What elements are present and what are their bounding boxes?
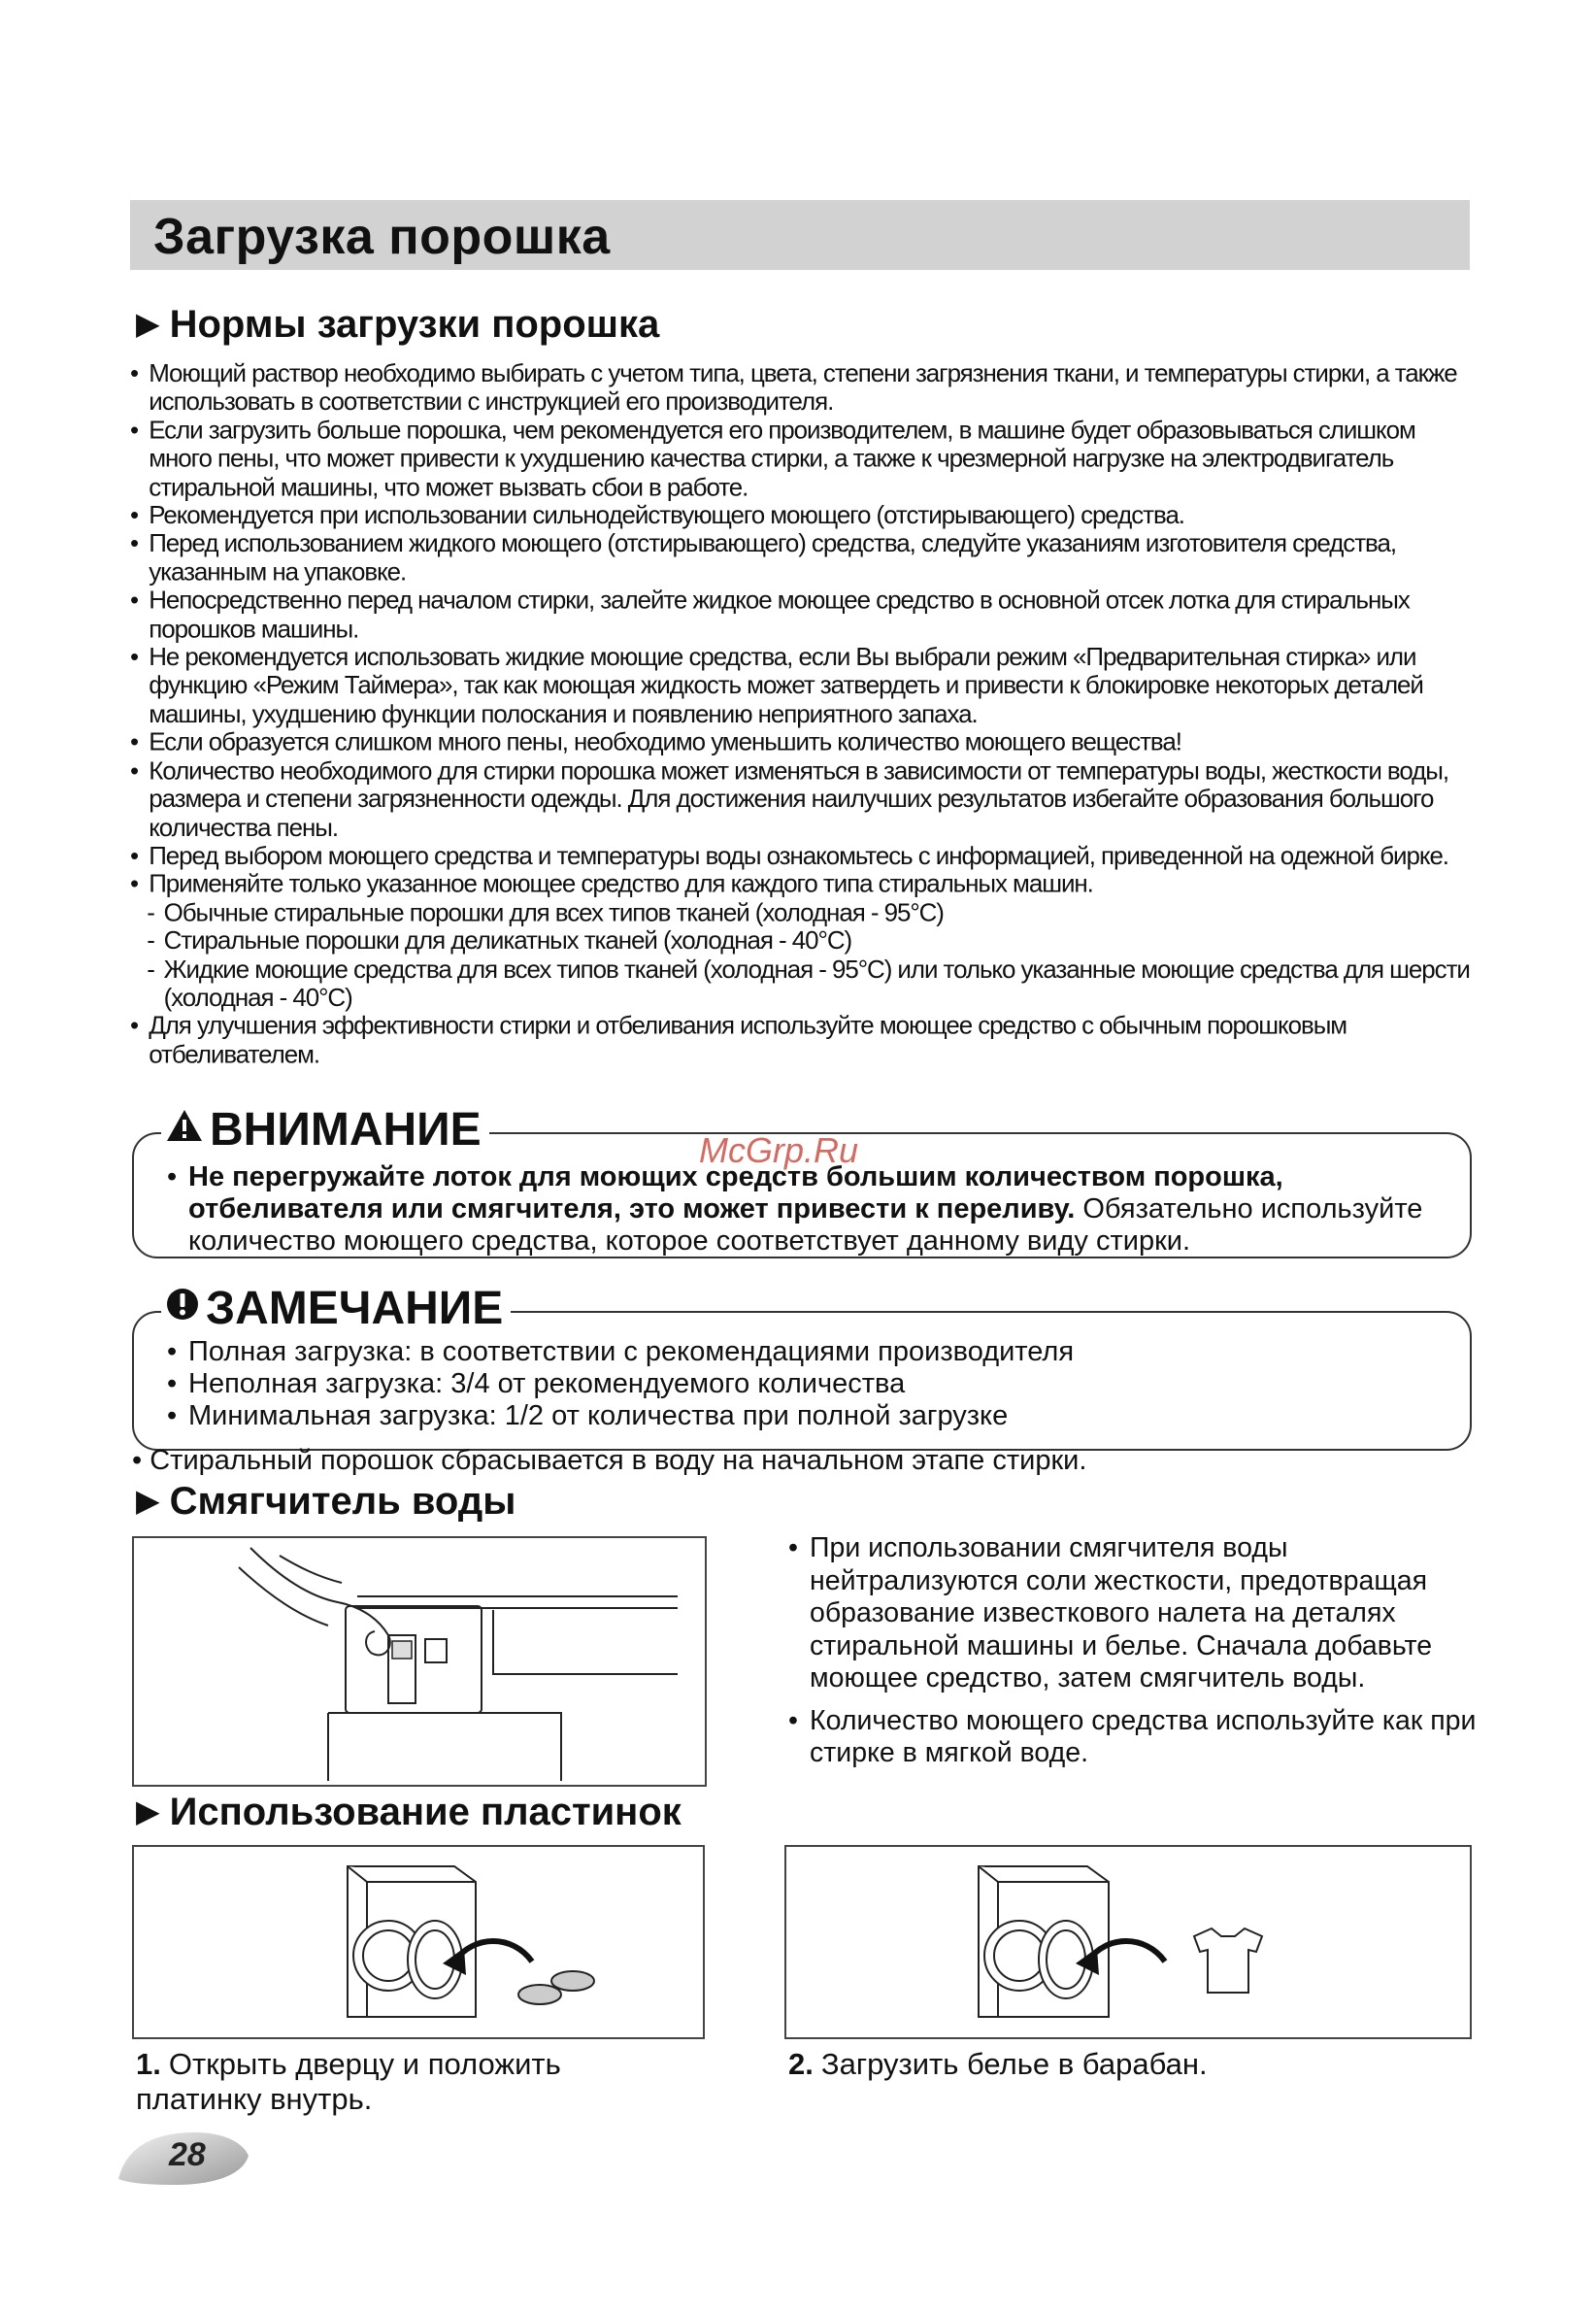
list-item: • Применяйте только указанное моющее средство для каждого типа стиральных машин. bbox=[130, 870, 1480, 898]
norms-heading-text: Нормы загрузки порошка bbox=[169, 303, 660, 346]
sub-list-item: - Стиральные порошки для деликатных тканей (холодная - 40°C) bbox=[147, 926, 852, 956]
warning-bold-text: Не перегружайте лоток для моющих средств большим количеством порошка, отбеливателя или смягчителя, это может привести к переливу. bbox=[188, 1161, 1283, 1224]
list-item: • Не рекомендуется использовать жидкие моющие средства, если Вы выбрали режим «Предварительная стирка» или функцию «Режим Таймера», так как моющая жидкость может затвердеть и привести к блокировке некоторых деталей машины, ухудшению функции полоскания и появлению неприятного запаха. bbox=[130, 643, 1480, 728]
list-item: • Количество моющего средства используйте как при стирке в мягкой воде. bbox=[788, 1705, 1487, 1770]
tablets-heading bbox=[136, 1791, 682, 1834]
triangle-right-icon: ▶ bbox=[136, 1794, 160, 1828]
list-item: • При использовании смягчителя воды нейтрализуются соли жесткости, предотвращая образование известкового налета на деталях стиральной машины и белье. Сначала добавьте моющее средство, затем смягчитель воды. bbox=[788, 1532, 1487, 1695]
list-item: • Непосредственно перед началом стирки, залейте жидкое моющее средство в основной отсек лотка для стиральных порошков машины. bbox=[130, 587, 1480, 643]
step-number: 1. bbox=[136, 2047, 161, 2081]
softener-heading-text: Смягчитель воды bbox=[169, 1480, 516, 1523]
note-label-text: ЗАМЕЧАНИЕ bbox=[206, 1283, 504, 1334]
note-label bbox=[161, 1284, 511, 1336]
list-item: • Если загрузить больше порошка, чем рекомендуется его производителем, в машине будет образовываться слишком много пены, что может привести к ухудшению качества стирки, а также к чрезмерной нагрузке на электродвигатель стиральной машины, что может вызвать сбои в работе. bbox=[130, 416, 1480, 501]
softener-heading bbox=[136, 1480, 515, 1524]
watermark: McGrp.Ru bbox=[699, 1130, 859, 1170]
sub-list-item: - Обычные стиральные порошки для всех типов тканей (холодная - 95°C) bbox=[147, 898, 944, 926]
page-number: 28 bbox=[169, 2136, 206, 2173]
list-item: • Неполная загрузка: 3/4 от рекомендуемого количества bbox=[167, 1368, 1429, 1400]
list-item: • Количество необходимого для стирки порошка может изменяться в зависимости от температуры воды, жесткости воды, размера и степени загрязненности одежды. Для достижения наилучших результатов избегайте образования большого количества пены. bbox=[130, 756, 1480, 842]
softener-illustration bbox=[132, 1536, 707, 1787]
tablets-step1-illustration bbox=[132, 1845, 705, 2039]
step-number: 2. bbox=[788, 2047, 814, 2081]
triangle-right-icon: ▶ bbox=[136, 1483, 160, 1518]
warning-label-text: ВНИМАНИЕ bbox=[210, 1104, 482, 1156]
list-item: • Перед использованием жидкого моющего (отстирывающего) средства, следуйте указаниям изготовителя средства, указанным на упаковке. bbox=[130, 529, 1480, 586]
softener-list bbox=[788, 1532, 1487, 1780]
norms-list bbox=[130, 359, 1480, 1068]
tablets-step-2 bbox=[788, 2047, 1468, 2082]
page-title: Загрузка порошка bbox=[153, 209, 611, 265]
list-item: • Минимальная загрузка: 1/2 от количества при полной загрузке bbox=[167, 1400, 1429, 1432]
tablets-step2-illustration bbox=[784, 1845, 1472, 2039]
sub-list-item-text: Стиральные порошки для деликатных тканей (холодная - 40°C) bbox=[163, 926, 852, 956]
sub-list-item: - Жидкие моющие средства для всех типов тканей (холодная - 95°C) или только указанные моющие средства для шерсти (холодная - 40°C) bbox=[147, 955, 1470, 1012]
powder-note: • Стиральный порошок сбрасывается в воду на начальном этапе стирки. bbox=[132, 1445, 1087, 1476]
list-item: • Перед выбором моющего средства и температуры воды ознакомьтесь с информацией, приведенной на одежной бирке. bbox=[130, 842, 1480, 870]
step-text: Открыть дверцу и положить платинку внутрь. bbox=[136, 2047, 561, 2116]
sub-list-item-text: Жидкие моющие средства для всех типов тканей (холодная - 95°C) или только указанные моющие средства для шерсти (холодная - 40°C) bbox=[163, 955, 1470, 1012]
washer-tablets-drawing bbox=[134, 1847, 703, 2037]
tablets-step-1 bbox=[136, 2047, 680, 2117]
sub-list-item-text: Обычные стиральные порошки для всех типов тканей (холодная - 95°C) bbox=[163, 898, 944, 926]
norms-heading bbox=[136, 303, 659, 347]
list-item: • Для улучшения эффективности стирки и отбеливания используйте моющее средство с обычным порошковым отбеливателем. bbox=[130, 1012, 1480, 1068]
exclamation-circle-icon bbox=[165, 1282, 200, 1332]
warning-item bbox=[167, 1161, 1458, 1258]
warning-normal-text: Обязательно используйте количество моющего средства, которое соответствует данному виду стирки. bbox=[188, 1193, 1423, 1257]
warning-triangle-icon bbox=[165, 1103, 204, 1154]
dispenser-drawing bbox=[134, 1538, 705, 1785]
list-item: • Моющий раствор необходимо выбирать с учетом типа, цвета, степени загрязнения ткани, и температуры стирки, а также использовать в соответствии с инструкцией его производителя. bbox=[130, 359, 1480, 416]
list-item: • Полная загрузка: в соответствии с рекомендациями производителя bbox=[167, 1336, 1429, 1368]
warning-label bbox=[161, 1105, 489, 1157]
triangle-right-icon: ▶ bbox=[136, 306, 160, 341]
powder-note-text: Стиральный порошок сбрасывается в воду на начальном этапе стирки. bbox=[150, 1445, 1087, 1476]
list-item: • Если образуется слишком много пены, необходимо уменьшить количество моющего вещества! bbox=[130, 728, 1480, 756]
tablets-heading-text: Использование пластинок bbox=[169, 1791, 682, 1833]
warning-text bbox=[167, 1161, 1458, 1258]
title-bar bbox=[130, 200, 1470, 270]
step-text: Загрузить белье в барабан. bbox=[820, 2047, 1208, 2081]
note-list bbox=[167, 1336, 1429, 1432]
list-item: • Рекомендуется при использовании сильнодействующего моющего (отстирывающего) средства. bbox=[130, 501, 1480, 529]
washer-laundry-drawing bbox=[786, 1847, 1470, 2037]
